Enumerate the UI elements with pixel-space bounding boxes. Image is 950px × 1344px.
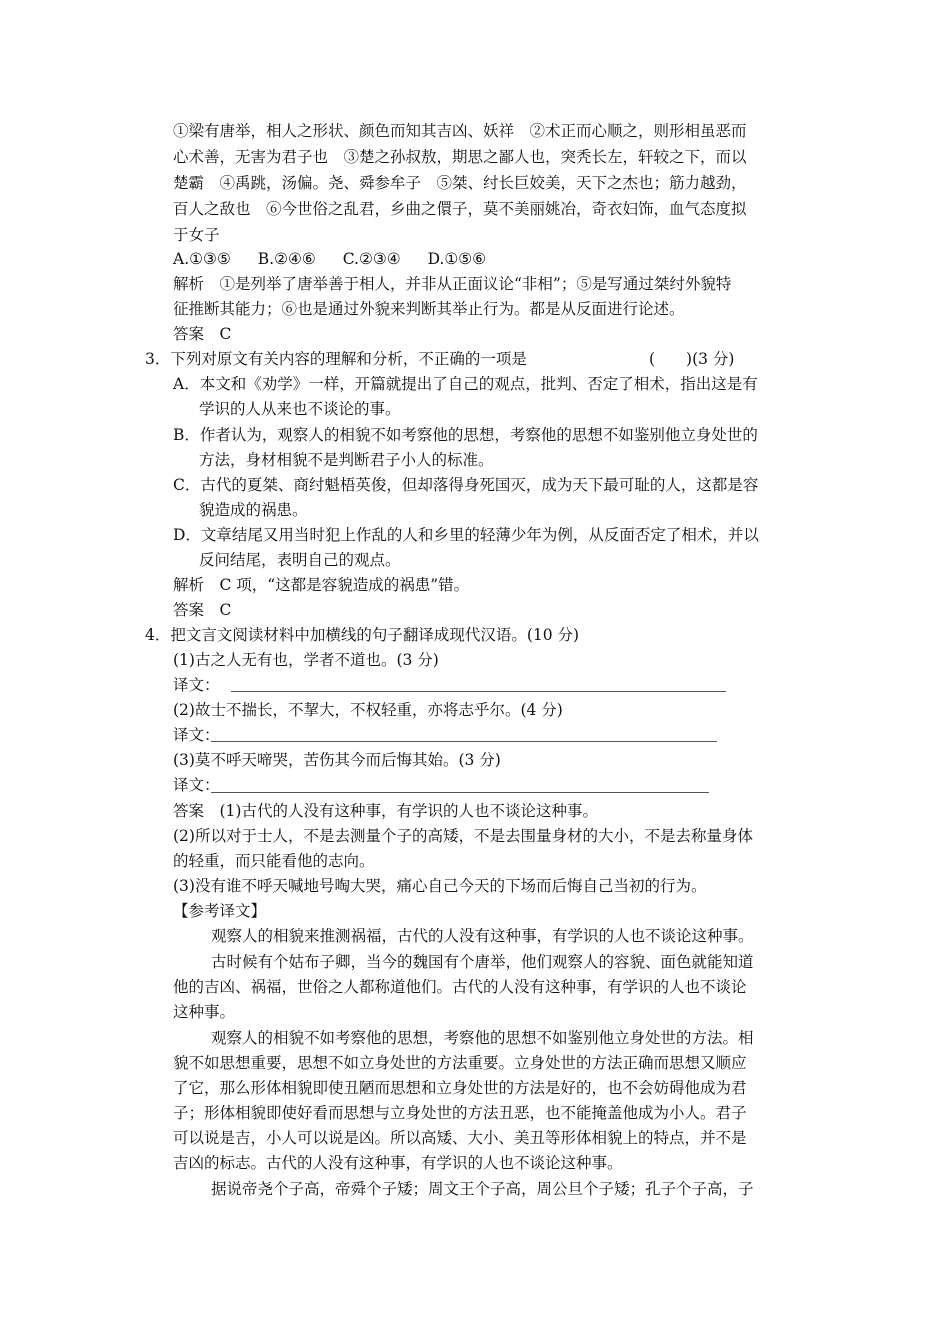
translation-blank-1[interactable] [231,691,726,692]
q3-answer: 答案 C [173,601,232,619]
source-options-line: 楚霸 ④禹跳，汤偏。尧、舜参牟子 ⑤桀、纣长巨姣美，天下之杰也；筋力越劲， [173,174,747,192]
choice-text: ①③⑤ [189,250,231,268]
q3-option-a-line2: 学识的人从来也不谈论的事。 [199,400,401,418]
q4-answer-line: (2)所以对于士人，不是去测量个子的高矮，不是去围量身材的大小，不是去称量身体 [173,827,753,845]
q3-option-b-line1: B．作者认为，观察人的相貌不如考察他的思想，考察他的思想不如鉴别他立身处世的 [173,426,758,444]
reference-paragraph-line: 据说帝尧个子高，帝舜个子矮；周文王个子高，周公旦个子矮；孔子个子高，子 [211,1180,754,1198]
reference-paragraph-line: 他的吉凶、祸福，世俗之人都称道他们。古代的人没有这种事，有学识的人也不谈论 [173,978,747,996]
q3-option-c-line1: C．古代的夏桀、商纣魁梧英俊，但却落得身死国灭，成为天下最可耻的人，这都是容 [173,476,759,494]
q2-analysis-line: 征推断其能力；⑥也是通过外貌来判断其举止行为。都是从反面进行论述。 [173,300,685,318]
reference-paragraph-line: 观察人的相貌来推测祸福，古代的人没有这种事，有学识的人也不谈论这种事。 [211,927,754,945]
source-options-line: 百人之敌也 ⑥今世俗之乱君，乡曲之儇子，莫不美丽姚冶，奇衣妇饰，血气态度拟 [173,200,747,218]
q3-stem: 3．下列对原文有关内容的理解和分析，不正确的一项是 [145,350,527,368]
q4-sentence-1: (1)古之人无有也，学者不道也。(3 分) [173,651,439,669]
q2-choices [173,248,486,270]
choice-letter: A. [173,250,190,268]
q2-answer: 答案 C [173,325,232,343]
q4-sentence-2: (2)故士不揣长，不挈大，不权轻重，亦将志乎尔。(4 分) [173,701,563,719]
choice-letter: D. [427,250,445,268]
choice-text: ②④⑥ [274,250,316,268]
reference-paragraph-line: 可以说是吉，小人可以说是凶。所以高矮、大小、美丑等形体相貌上的特点，并不是 [173,1129,747,1147]
choice-letter: C. [342,250,359,268]
q3-option-b-line2: 方法，身材相貌不是判断君子小人的标准。 [199,451,494,469]
reference-paragraph-line: 观察人的相貌不如考察他的思想，考察他的思想不如鉴别他立身处世的方法。相 [211,1029,754,1047]
reference-paragraph-line: 古时候有个姑布子卿，当今的魏国有个唐举，他们观察人的容貌、面色就能知道 [211,953,754,971]
q4-answer-line: (3)没有谁不呼天喊地号啕大哭，痛心自己今天的下场而后悔自己当初的行为。 [173,877,707,895]
translation-blank-3[interactable] [211,792,709,793]
translation-label: 译文： [173,676,220,694]
q4-answer-line: 的轻重，而只能看他的志向。 [173,852,375,870]
reference-paragraph-line: 貌不如思想重要，思想不如立身处世的方法重要。立身处世的方法正确而思想又顺应 [173,1054,747,1072]
q3-option-a-line1: A．本文和《劝学》一样，开篇就提出了自己的观点，批判、否定了相术，指出这是有 [173,375,758,393]
translation-label: 译文： [173,726,220,744]
translation-blank-2[interactable] [211,741,717,742]
reference-paragraph-line: 吉凶的标志。古代的人没有这种事，有学识的人也不谈论这种事。 [173,1154,623,1172]
q3-option-d-line1: D．文章结尾又用当时犯上作乱的人和乡里的轻薄少年为例，从反面否定了相术，并以 [173,526,759,544]
q2-analysis-line: 解析 ①是列举了唐举善于相人，并非从正面议论“非相”；⑤是写通过桀纣外貌特 [173,275,732,293]
choice-text: ②③④ [358,250,401,268]
choice-text: ①⑤⑥ [444,250,487,268]
q3-option-d-line2: 反问结尾，表明自己的观点。 [199,551,401,569]
translation-label: 译文： [173,776,220,794]
q3-score-bracket: ( )(3 分) [649,350,735,368]
reference-paragraph-line: 了它，那么形体相貌即使丑陋而思想和立身处世的方法是好的，也不会妨碍他成为君 [173,1079,747,1097]
source-options-line: 于女子 [173,226,220,244]
source-options-line: 心术善，无害为君子也 ③楚之孙叔敖，期思之鄙人也，突秃长左，轩较之下，而以 [173,148,747,166]
q4-sentence-3: (3)莫不呼天啼哭，苦伤其今而后悔其始。(3 分) [173,751,501,769]
choice-letter: B. [257,250,275,268]
reference-heading: 【参考译文】 [173,902,267,920]
q3-option-c-line2: 貌造成的祸患。 [199,501,308,519]
source-options-line: ①梁有唐举，相人之形状、颜色而知其吉凶、妖祥 ②术正而心顺之，则形相虽恶而 [173,122,747,140]
reference-paragraph-line: 这种事。 [173,1003,236,1021]
q4-answer-line: 答案 (1)古代的人没有这种事，有学识的人也不谈论这种事。 [173,802,598,820]
reference-paragraph-line: 子；形体相貌即使好看而思想与立身处世的方法丑恶，也不能掩盖他成为小人。君子 [173,1104,747,1122]
q4-stem: 4．把文言文阅读材料中加横线的句子翻译成现代汉语。(10 分) [145,626,580,644]
q3-analysis: 解析 C 项，“这都是容貌造成的祸患”错。 [173,576,470,594]
